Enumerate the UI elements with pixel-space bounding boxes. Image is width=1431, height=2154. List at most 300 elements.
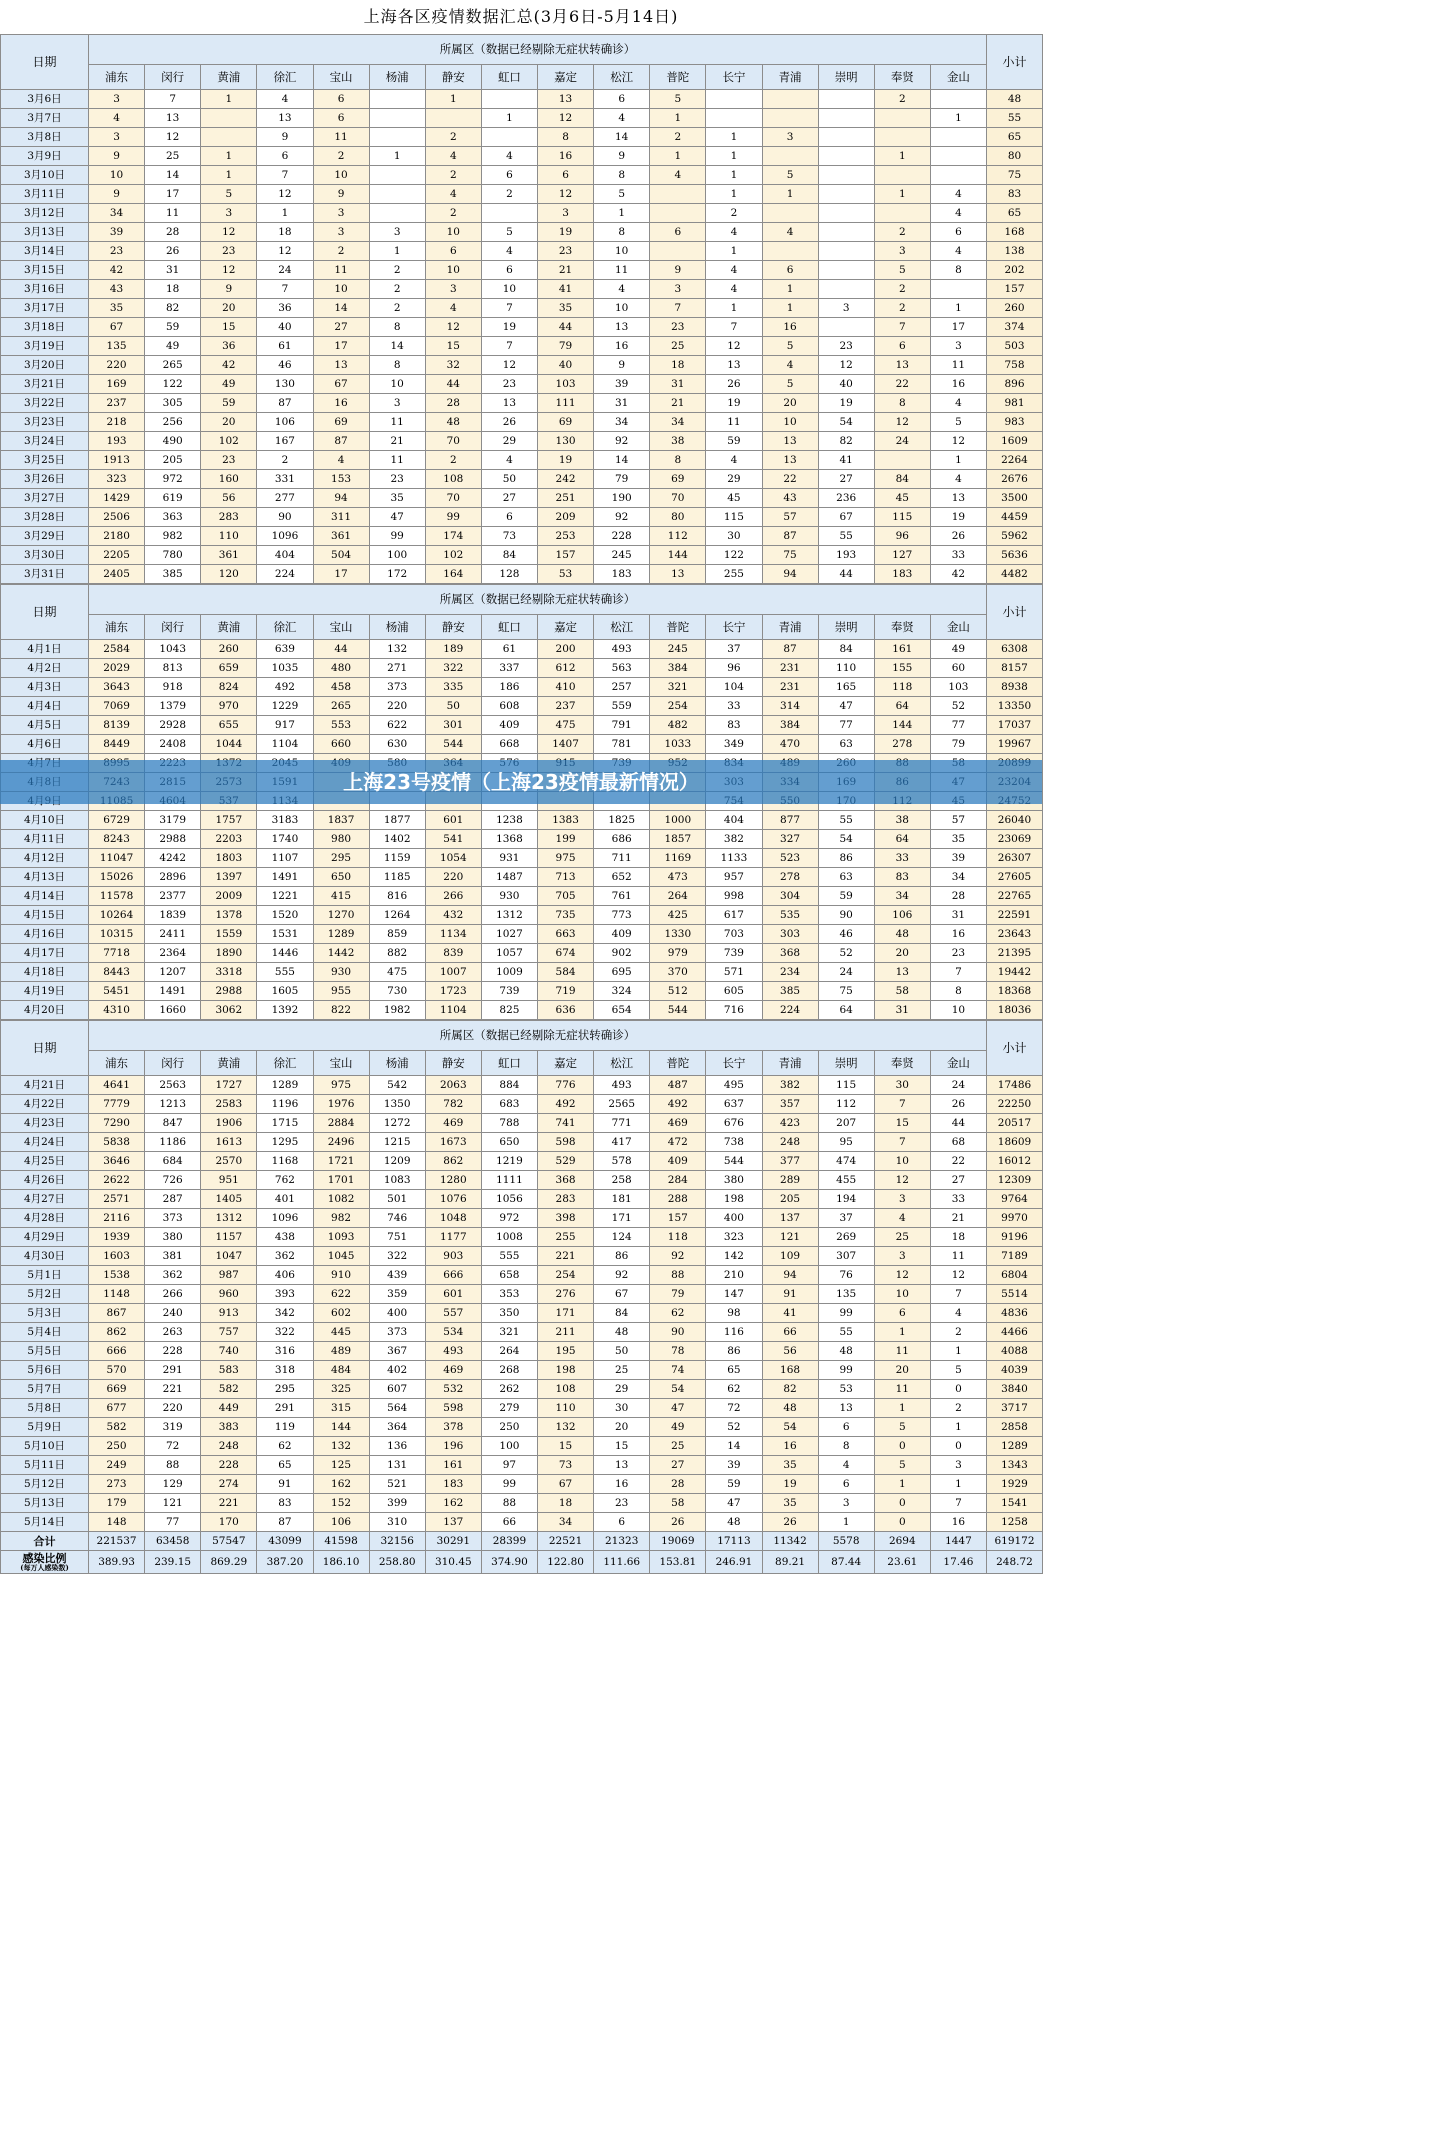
case-count: 221 bbox=[145, 1380, 201, 1399]
case-count: 27 bbox=[818, 470, 874, 489]
table-row bbox=[1, 1361, 1043, 1380]
case-count: 3 bbox=[818, 299, 874, 318]
case-count: 930 bbox=[313, 963, 369, 982]
case-count: 91 bbox=[762, 1285, 818, 1304]
case-count: 65 bbox=[706, 1361, 762, 1380]
case-count: 10 bbox=[313, 166, 369, 185]
row-date: 3月24日 bbox=[1, 432, 89, 451]
case-count: 50 bbox=[481, 470, 537, 489]
case-count: 161 bbox=[874, 640, 930, 659]
case-count: 99 bbox=[818, 1361, 874, 1380]
table-row bbox=[1, 1114, 1043, 1133]
case-count: 493 bbox=[594, 640, 650, 659]
district-header: 奉贤 bbox=[874, 1050, 930, 1075]
case-count: 378 bbox=[425, 1418, 481, 1437]
case-count: 409 bbox=[481, 716, 537, 735]
case-count: 2506 bbox=[89, 508, 145, 527]
case-count: 739 bbox=[706, 944, 762, 963]
case-count: 458 bbox=[313, 678, 369, 697]
case-count: 630 bbox=[369, 735, 425, 754]
case-count: 26 bbox=[145, 242, 201, 261]
case-count: 316 bbox=[257, 1342, 313, 1361]
case-count: 5 bbox=[594, 185, 650, 204]
case-count: 7 bbox=[930, 1285, 986, 1304]
case-count: 0 bbox=[874, 1437, 930, 1456]
case-count: 77 bbox=[930, 716, 986, 735]
row-date: 3月15日 bbox=[1, 261, 89, 280]
case-count: 4 bbox=[930, 185, 986, 204]
case-count: 683 bbox=[481, 1095, 537, 1114]
case-count: 77 bbox=[145, 1513, 201, 1532]
case-count: 4 bbox=[930, 1304, 986, 1323]
case-count: 198 bbox=[706, 1190, 762, 1209]
case-count: 327 bbox=[762, 830, 818, 849]
case-count: 193 bbox=[818, 546, 874, 565]
district-header: 虹口 bbox=[481, 614, 537, 639]
row-subtotal: 26307 bbox=[987, 849, 1043, 868]
row-subtotal: 18036 bbox=[987, 1001, 1043, 1020]
ratio-row bbox=[1, 1551, 1043, 1574]
row-date: 3月22日 bbox=[1, 394, 89, 413]
table-row bbox=[1, 1437, 1043, 1456]
case-count: 361 bbox=[201, 546, 257, 565]
case-count: 12 bbox=[874, 1171, 930, 1190]
case-count: 1 bbox=[762, 299, 818, 318]
district-header: 杨浦 bbox=[369, 614, 425, 639]
row-date: 3月13日 bbox=[1, 223, 89, 242]
case-count: 18 bbox=[257, 223, 313, 242]
case-count: 19 bbox=[538, 451, 594, 470]
case-count: 2496 bbox=[313, 1133, 369, 1152]
case-count: 20 bbox=[874, 944, 930, 963]
row-subtotal: 157 bbox=[987, 280, 1043, 299]
row-subtotal: 4039 bbox=[987, 1361, 1043, 1380]
case-count: 3 bbox=[930, 1456, 986, 1475]
case-count: 13 bbox=[930, 489, 986, 508]
case-count: 324 bbox=[594, 982, 650, 1001]
case-count: 583 bbox=[201, 1361, 257, 1380]
case-count: 417 bbox=[594, 1133, 650, 1152]
case-count: 207 bbox=[818, 1114, 874, 1133]
case-count: 84 bbox=[874, 470, 930, 489]
case-count: 7 bbox=[145, 90, 201, 109]
case-count: 2 bbox=[313, 147, 369, 166]
case-count: 35 bbox=[762, 1456, 818, 1475]
row-date: 4月1日 bbox=[1, 640, 89, 659]
case-count: 1264 bbox=[369, 906, 425, 925]
case-count bbox=[762, 242, 818, 261]
case-count: 2884 bbox=[313, 1114, 369, 1133]
case-count: 3 bbox=[762, 128, 818, 147]
case-count: 220 bbox=[369, 697, 425, 716]
case-count: 362 bbox=[145, 1266, 201, 1285]
case-count: 9 bbox=[89, 147, 145, 166]
district-total: 1447 bbox=[930, 1532, 986, 1551]
case-count: 295 bbox=[313, 849, 369, 868]
case-count: 9 bbox=[313, 185, 369, 204]
case-count: 67 bbox=[538, 1475, 594, 1494]
case-count: 6 bbox=[481, 166, 537, 185]
case-count bbox=[762, 109, 818, 128]
case-count: 42 bbox=[930, 565, 986, 584]
case-count: 17 bbox=[313, 337, 369, 356]
case-count: 153 bbox=[313, 470, 369, 489]
case-count: 1000 bbox=[650, 811, 706, 830]
district-header: 嘉定 bbox=[538, 1050, 594, 1075]
case-count: 25 bbox=[594, 1361, 650, 1380]
district-ratio: 246.91 bbox=[706, 1551, 762, 1574]
case-count: 3 bbox=[313, 204, 369, 223]
table-row bbox=[1, 280, 1043, 299]
case-count: 59 bbox=[201, 394, 257, 413]
row-subtotal: 983 bbox=[987, 413, 1043, 432]
row-subtotal: 4088 bbox=[987, 1342, 1043, 1361]
row-date: 5月4日 bbox=[1, 1323, 89, 1342]
case-count: 8 bbox=[930, 982, 986, 1001]
case-count: 2 bbox=[930, 1323, 986, 1342]
case-count: 4 bbox=[706, 280, 762, 299]
row-date: 3月28日 bbox=[1, 508, 89, 527]
case-count: 9 bbox=[650, 261, 706, 280]
row-subtotal: 22765 bbox=[987, 887, 1043, 906]
case-count: 423 bbox=[762, 1114, 818, 1133]
case-count: 730 bbox=[369, 982, 425, 1001]
case-count: 353 bbox=[481, 1285, 537, 1304]
case-count: 2 bbox=[369, 280, 425, 299]
case-count: 1 bbox=[201, 166, 257, 185]
case-count: 228 bbox=[145, 1342, 201, 1361]
case-count: 19 bbox=[538, 223, 594, 242]
case-count: 54 bbox=[762, 1418, 818, 1437]
case-count: 26 bbox=[706, 375, 762, 394]
case-count: 131 bbox=[369, 1456, 425, 1475]
case-count: 3062 bbox=[201, 1001, 257, 1020]
table-row bbox=[1, 394, 1043, 413]
case-count: 438 bbox=[257, 1228, 313, 1247]
district-header: 松江 bbox=[594, 64, 650, 89]
case-count: 49 bbox=[201, 375, 257, 394]
district-header: 崇明 bbox=[818, 64, 874, 89]
case-count: 521 bbox=[369, 1475, 425, 1494]
case-count: 5 bbox=[762, 166, 818, 185]
case-count: 782 bbox=[425, 1095, 481, 1114]
table-row bbox=[1, 489, 1043, 508]
case-count: 8 bbox=[930, 261, 986, 280]
case-count: 69 bbox=[538, 413, 594, 432]
case-count: 115 bbox=[874, 508, 930, 527]
case-count: 220 bbox=[425, 868, 481, 887]
case-count: 7 bbox=[481, 299, 537, 318]
district-header: 嘉定 bbox=[538, 614, 594, 639]
case-count: 16 bbox=[594, 1475, 650, 1494]
case-count: 636 bbox=[538, 1001, 594, 1020]
case-count: 470 bbox=[762, 735, 818, 754]
case-count: 364 bbox=[369, 1418, 425, 1437]
district-header: 闵行 bbox=[145, 614, 201, 639]
case-count: 112 bbox=[818, 1095, 874, 1114]
case-count: 13 bbox=[874, 963, 930, 982]
case-count: 14 bbox=[594, 128, 650, 147]
case-count: 94 bbox=[762, 565, 818, 584]
case-count: 23 bbox=[201, 242, 257, 261]
case-count: 78 bbox=[650, 1342, 706, 1361]
case-count: 1157 bbox=[201, 1228, 257, 1247]
table-row bbox=[1, 1285, 1043, 1304]
case-count: 2571 bbox=[89, 1190, 145, 1209]
case-count: 13 bbox=[762, 451, 818, 470]
row-date: 4月3日 bbox=[1, 678, 89, 697]
case-count: 839 bbox=[425, 944, 481, 963]
case-count: 1 bbox=[481, 109, 537, 128]
row-subtotal: 3717 bbox=[987, 1399, 1043, 1418]
case-count: 102 bbox=[425, 546, 481, 565]
table-row bbox=[1, 565, 1043, 584]
case-count: 12 bbox=[874, 1266, 930, 1285]
case-count: 6729 bbox=[89, 811, 145, 830]
case-count: 82 bbox=[762, 1380, 818, 1399]
case-count: 6 bbox=[313, 109, 369, 128]
case-count: 50 bbox=[425, 697, 481, 716]
case-count: 1429 bbox=[89, 489, 145, 508]
case-count: 23 bbox=[930, 944, 986, 963]
table-row bbox=[1, 1133, 1043, 1152]
case-count: 20 bbox=[201, 299, 257, 318]
case-count: 859 bbox=[369, 925, 425, 944]
case-count: 100 bbox=[481, 1437, 537, 1456]
case-count: 16 bbox=[594, 337, 650, 356]
row-subtotal: 75 bbox=[987, 166, 1043, 185]
subtotal-header: 小计 bbox=[987, 1021, 1043, 1076]
case-count: 3 bbox=[874, 1190, 930, 1209]
case-count: 88 bbox=[650, 1266, 706, 1285]
case-count: 24 bbox=[257, 261, 313, 280]
case-count: 1491 bbox=[145, 982, 201, 1001]
case-count: 26 bbox=[930, 1095, 986, 1114]
case-count: 1402 bbox=[369, 830, 425, 849]
case-count: 39 bbox=[594, 375, 650, 394]
subtotal-header: 小计 bbox=[987, 585, 1043, 640]
case-count: 228 bbox=[201, 1456, 257, 1475]
case-count: 368 bbox=[762, 944, 818, 963]
case-count: 4 bbox=[762, 223, 818, 242]
case-count: 582 bbox=[89, 1418, 145, 1437]
case-count: 255 bbox=[538, 1228, 594, 1247]
case-count: 703 bbox=[706, 925, 762, 944]
case-count: 13 bbox=[874, 356, 930, 375]
case-count: 13 bbox=[257, 109, 313, 128]
case-count: 3183 bbox=[257, 811, 313, 830]
case-count: 72 bbox=[706, 1399, 762, 1418]
case-count: 1673 bbox=[425, 1133, 481, 1152]
case-count: 9 bbox=[257, 128, 313, 147]
case-count: 1 bbox=[201, 90, 257, 109]
case-count bbox=[369, 185, 425, 204]
case-count: 469 bbox=[425, 1114, 481, 1133]
case-count: 47 bbox=[706, 1494, 762, 1513]
case-count: 4 bbox=[706, 223, 762, 242]
case-count: 303 bbox=[762, 925, 818, 944]
row-date: 4月4日 bbox=[1, 697, 89, 716]
case-count: 25 bbox=[145, 147, 201, 166]
case-count: 2009 bbox=[201, 887, 257, 906]
case-count: 400 bbox=[369, 1304, 425, 1323]
case-count: 72 bbox=[145, 1437, 201, 1456]
row-date: 5月2日 bbox=[1, 1285, 89, 1304]
district-total: 21323 bbox=[594, 1532, 650, 1551]
row-subtotal: 7189 bbox=[987, 1247, 1043, 1266]
case-count: 791 bbox=[594, 716, 650, 735]
case-count: 121 bbox=[762, 1228, 818, 1247]
case-count: 1 bbox=[201, 147, 257, 166]
case-count: 19 bbox=[481, 318, 537, 337]
case-count: 382 bbox=[762, 1076, 818, 1095]
case-count: 2622 bbox=[89, 1171, 145, 1190]
case-count bbox=[818, 166, 874, 185]
district-header: 长宁 bbox=[706, 614, 762, 639]
case-count: 220 bbox=[89, 356, 145, 375]
table-row bbox=[1, 242, 1043, 261]
case-count: 8 bbox=[874, 394, 930, 413]
case-count: 189 bbox=[425, 640, 481, 659]
case-count: 13 bbox=[538, 90, 594, 109]
case-count: 5838 bbox=[89, 1133, 145, 1152]
case-count: 62 bbox=[257, 1437, 313, 1456]
case-count: 10264 bbox=[89, 906, 145, 925]
case-count: 58 bbox=[650, 1494, 706, 1513]
case-count: 33 bbox=[930, 1190, 986, 1209]
case-count: 287 bbox=[145, 1190, 201, 1209]
case-count bbox=[874, 204, 930, 223]
case-count: 1207 bbox=[145, 963, 201, 982]
case-count: 190 bbox=[594, 489, 650, 508]
row-subtotal: 1541 bbox=[987, 1494, 1043, 1513]
row-subtotal: 758 bbox=[987, 356, 1043, 375]
row-subtotal: 503 bbox=[987, 337, 1043, 356]
case-count: 24 bbox=[818, 963, 874, 982]
row-date: 4月5日 bbox=[1, 716, 89, 735]
case-count: 1757 bbox=[201, 811, 257, 830]
case-count: 4 bbox=[481, 242, 537, 261]
case-count: 96 bbox=[706, 659, 762, 678]
case-count: 44 bbox=[818, 565, 874, 584]
case-count: 262 bbox=[481, 1380, 537, 1399]
row-subtotal: 21395 bbox=[987, 944, 1043, 963]
case-count: 3 bbox=[313, 223, 369, 242]
table-row bbox=[1, 830, 1043, 849]
table-row bbox=[1, 1475, 1043, 1494]
case-count: 385 bbox=[145, 565, 201, 584]
case-count: 64 bbox=[818, 1001, 874, 1020]
district-total: 57547 bbox=[201, 1532, 257, 1551]
row-date: 4月22日 bbox=[1, 1095, 89, 1114]
case-count: 162 bbox=[313, 1475, 369, 1494]
case-count: 2 bbox=[369, 261, 425, 280]
case-count: 278 bbox=[874, 735, 930, 754]
table-row bbox=[1, 375, 1043, 394]
case-count: 1 bbox=[369, 147, 425, 166]
case-count: 7 bbox=[257, 280, 313, 299]
case-count: 16 bbox=[930, 1513, 986, 1532]
case-count bbox=[650, 204, 706, 223]
case-count: 92 bbox=[650, 1247, 706, 1266]
case-count: 6 bbox=[313, 90, 369, 109]
row-subtotal: 18368 bbox=[987, 982, 1043, 1001]
case-count: 110 bbox=[538, 1399, 594, 1418]
case-count: 16 bbox=[762, 1437, 818, 1456]
case-count: 2 bbox=[706, 204, 762, 223]
district-ratio: 869.29 bbox=[201, 1551, 257, 1574]
case-count: 108 bbox=[425, 470, 481, 489]
case-count: 83 bbox=[706, 716, 762, 735]
case-count: 37 bbox=[818, 1209, 874, 1228]
case-count: 44 bbox=[313, 640, 369, 659]
case-count: 250 bbox=[89, 1437, 145, 1456]
case-count: 582 bbox=[201, 1380, 257, 1399]
case-count: 2405 bbox=[89, 565, 145, 584]
case-count: 231 bbox=[762, 659, 818, 678]
row-subtotal: 5962 bbox=[987, 527, 1043, 546]
case-count: 28 bbox=[425, 394, 481, 413]
district-header: 长宁 bbox=[706, 64, 762, 89]
case-count: 2 bbox=[425, 204, 481, 223]
row-date: 3月31日 bbox=[1, 565, 89, 584]
case-count: 10 bbox=[481, 280, 537, 299]
district-header: 徐汇 bbox=[257, 614, 313, 639]
case-count: 867 bbox=[89, 1304, 145, 1323]
case-count: 335 bbox=[425, 678, 481, 697]
case-count: 205 bbox=[145, 451, 201, 470]
case-count: 719 bbox=[538, 982, 594, 1001]
case-count: 12 bbox=[145, 128, 201, 147]
row-subtotal: 5636 bbox=[987, 546, 1043, 565]
case-count: 931 bbox=[481, 849, 537, 868]
case-count: 1035 bbox=[257, 659, 313, 678]
table-row bbox=[1, 204, 1043, 223]
district-total: 22521 bbox=[538, 1532, 594, 1551]
case-count: 41 bbox=[538, 280, 594, 299]
case-count: 409 bbox=[594, 925, 650, 944]
case-count: 2116 bbox=[89, 1209, 145, 1228]
case-count: 27 bbox=[313, 318, 369, 337]
case-count: 455 bbox=[818, 1171, 874, 1190]
case-count: 882 bbox=[369, 944, 425, 963]
case-count: 21 bbox=[369, 432, 425, 451]
case-count: 1107 bbox=[257, 849, 313, 868]
case-count: 242 bbox=[538, 470, 594, 489]
row-date: 3月17日 bbox=[1, 299, 89, 318]
case-count: 67 bbox=[89, 318, 145, 337]
case-count: 310 bbox=[369, 1513, 425, 1532]
case-count: 474 bbox=[818, 1152, 874, 1171]
case-count: 2 bbox=[874, 90, 930, 109]
case-count: 6 bbox=[874, 1304, 930, 1323]
case-count: 601 bbox=[425, 811, 481, 830]
case-count: 84 bbox=[481, 546, 537, 565]
row-date: 4月18日 bbox=[1, 963, 89, 982]
case-count: 84 bbox=[818, 640, 874, 659]
table-row bbox=[1, 1418, 1043, 1437]
case-count: 255 bbox=[706, 565, 762, 584]
table-row bbox=[1, 1076, 1043, 1095]
case-count: 601 bbox=[425, 1285, 481, 1304]
row-subtotal: 981 bbox=[987, 394, 1043, 413]
case-count: 1 bbox=[930, 109, 986, 128]
case-count: 349 bbox=[706, 735, 762, 754]
case-count: 350 bbox=[481, 1304, 537, 1323]
case-count: 1 bbox=[930, 1342, 986, 1361]
table-row bbox=[1, 451, 1043, 470]
ratio-total: 248.72 bbox=[987, 1551, 1043, 1574]
